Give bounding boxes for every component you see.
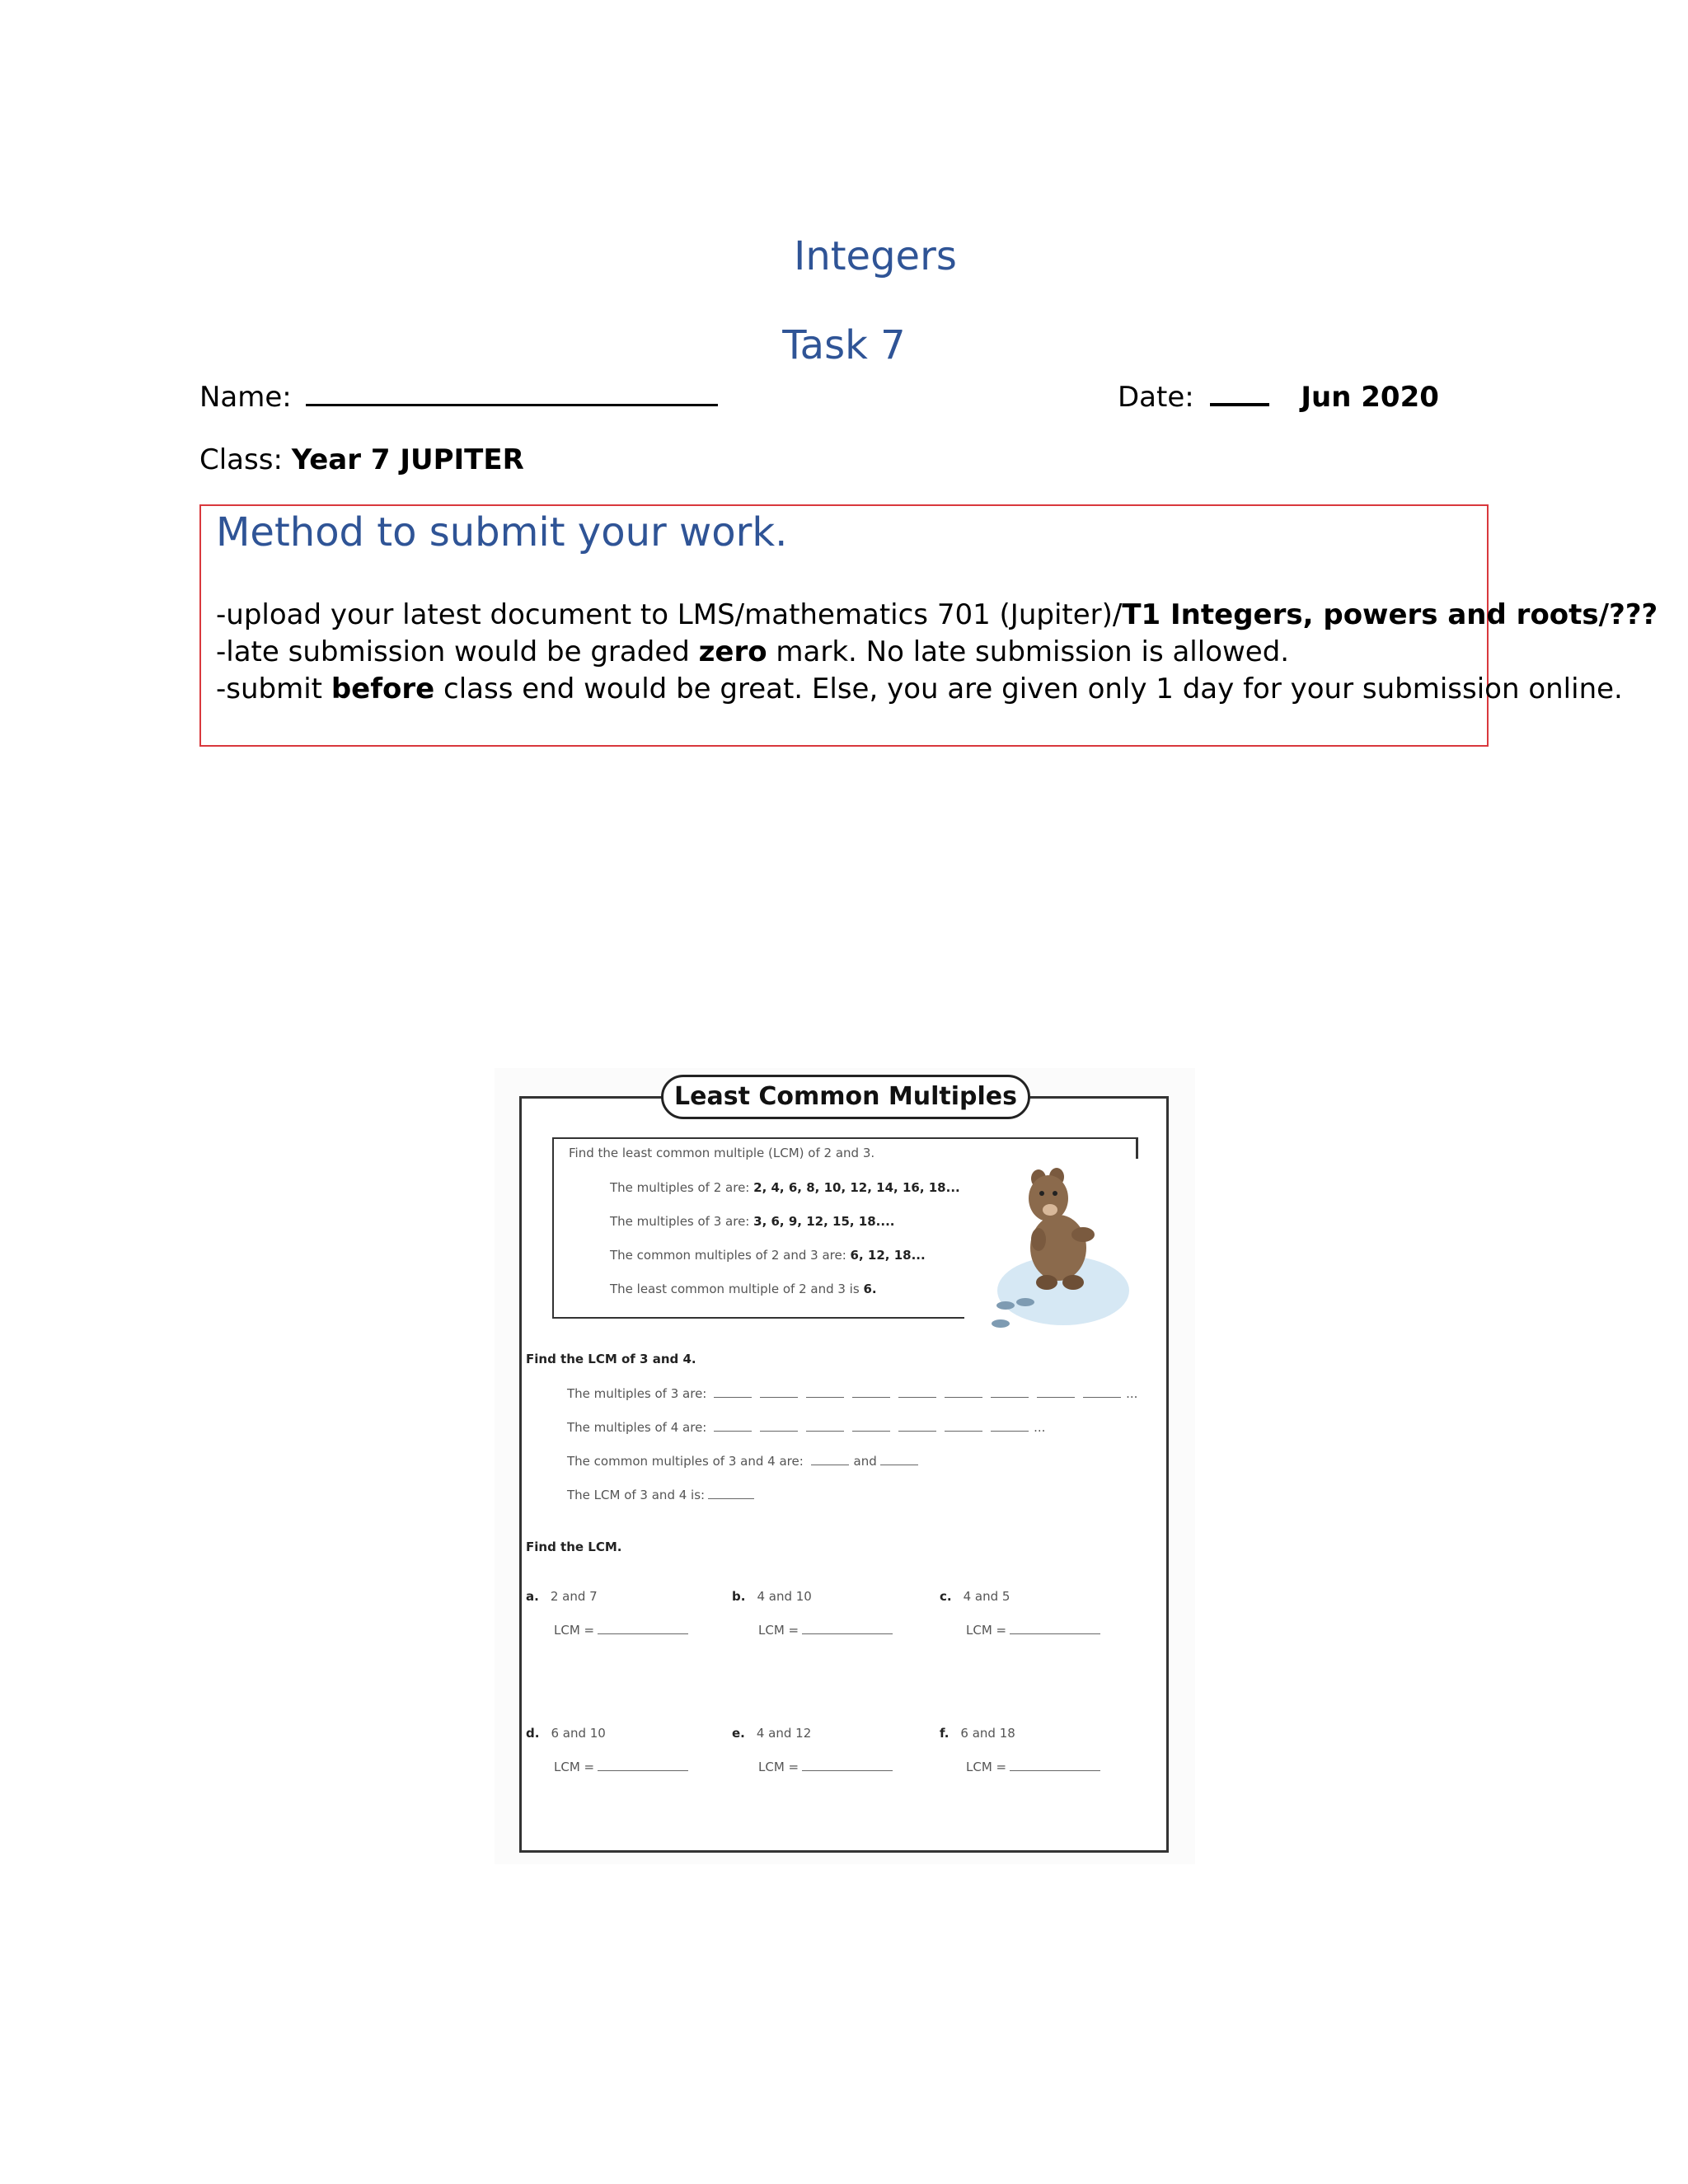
problem-e: e. 4 and 12: [732, 1726, 812, 1741]
name-label: Name:: [199, 381, 292, 414]
date-value: Jun 2020: [1301, 381, 1439, 414]
name-row: [199, 381, 718, 414]
problem-a: a. 2 and 7: [526, 1589, 598, 1604]
common-multiples-line: The common multiples of 3 and 4 are: and: [567, 1454, 923, 1469]
problem-b: b. 4 and 10: [732, 1589, 812, 1604]
problem-f-answer: LCM =: [966, 1760, 1100, 1774]
problem-d: d. 6 and 10: [526, 1726, 606, 1741]
problem-d-answer: LCM =: [554, 1760, 688, 1774]
class-label: Class:: [199, 443, 283, 476]
section-lcm-3-4-heading: Find the LCM of 3 and 4.: [526, 1352, 696, 1366]
class-row: [199, 443, 524, 476]
submission-heading: Method to submit your work.: [216, 509, 788, 555]
problem-e-answer: LCM =: [758, 1760, 893, 1774]
problem-c-answer: LCM =: [966, 1623, 1100, 1638]
date-day-blank: [1210, 400, 1269, 406]
instruction-upload: -upload your latest document to LMS/mathematics 701 (Jupiter)/T1 Integers, powers and roots/???: [216, 598, 1658, 631]
name-blank: [306, 401, 718, 406]
worksheet-title: Least Common Multiples: [661, 1075, 1030, 1119]
multiples-of-3-line: The multiples of 3 are: ...: [567, 1386, 1138, 1401]
submission-instructions-box: [199, 504, 1658, 747]
bear-illustration: [981, 1159, 1146, 1340]
lcm-3-4-line: The LCM of 3 and 4 is:: [567, 1488, 754, 1502]
problem-b-answer: LCM =: [758, 1623, 893, 1638]
multiples-of-4-line: The multiples of 4 are: ...: [567, 1420, 1046, 1435]
example-intro: Find the least common multiple (LCM) of 2 and 3.: [569, 1146, 875, 1160]
page-subtitle: Task 7: [782, 322, 906, 368]
date-label: Date:: [1118, 381, 1194, 414]
problem-c: c. 4 and 5: [940, 1589, 1010, 1604]
example-line-3: The common multiples of 2 and 3 are: 6, 12, 18...: [610, 1248, 926, 1263]
page-title: Integers: [794, 233, 957, 279]
example-line-1: The multiples of 2 are: 2, 4, 6, 8, 10, 12, 14, 16, 18...: [610, 1180, 960, 1195]
example-line-2: The multiples of 3 are: 3, 6, 9, 12, 15, 18....: [610, 1214, 895, 1229]
submission-lines: [216, 597, 1658, 708]
date-row: [1118, 381, 1439, 414]
class-value: Year 7 JUPITER: [291, 443, 524, 476]
problem-f: f. 6 and 18: [940, 1726, 1015, 1741]
instruction-late: -late submission would be graded zero mark. No late submission is allowed.: [216, 635, 1290, 668]
example-line-4: The least common multiple of 2 and 3 is 6.: [610, 1282, 877, 1296]
worksheet-image: [495, 1068, 1195, 1864]
section-find-lcm-heading: Find the LCM.: [526, 1540, 622, 1554]
problem-a-answer: LCM =: [554, 1623, 688, 1638]
instruction-deadline: -submit before class end would be great. Else, you are given only 1 day for your submission online.: [216, 673, 1623, 705]
